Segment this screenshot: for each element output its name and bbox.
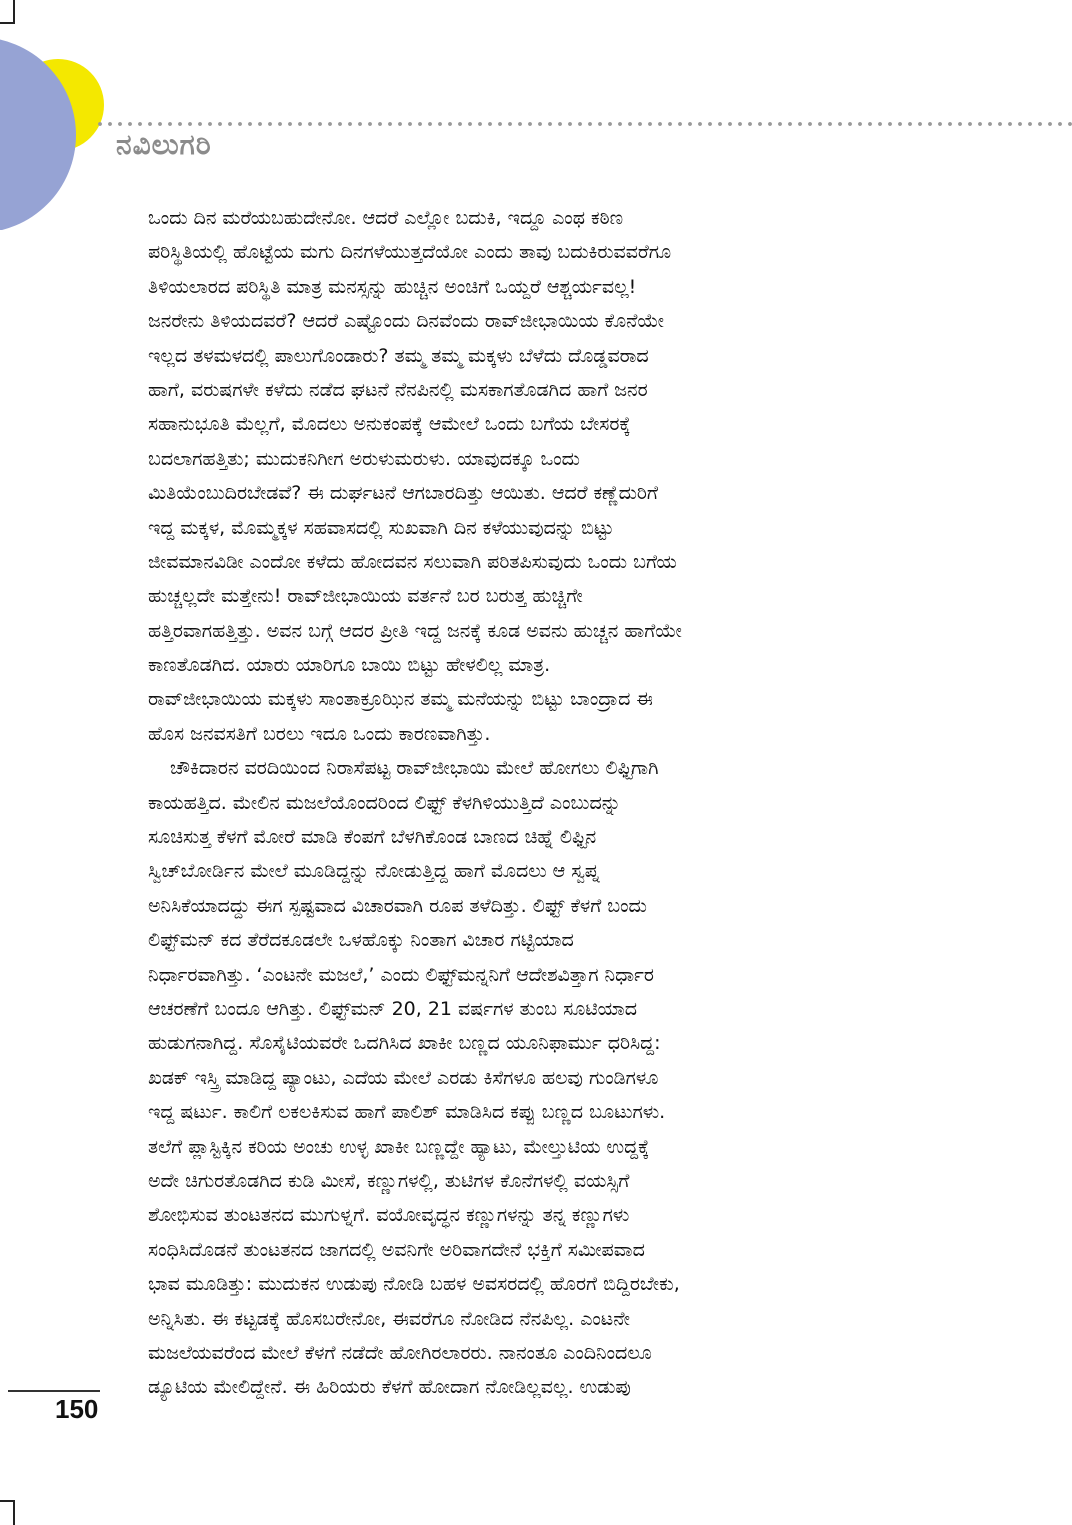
text-line: ಪರಿಸ್ಥಿತಿಯಲ್ಲಿ ಹೊಟ್ಟೆಯ ಮಗು ದಿನಗಳೆಯುತ್ತದೆಯೋ ಎಂದು ತಾವು ಬದುಕಿರುವವರೆಗೂ (148, 241, 672, 264)
text-line: ಜೀವಮಾನವಿಡೀ ಎಂದೋ ಕಳೆದು ಹೋದವನ ಸಲುವಾಗಿ ಪರಿತಪಿಸುವುದು ಒಂದು ಬಗೆಯ (148, 550, 677, 573)
body-text (148, 201, 908, 1405)
text-line: ಮಜಲೆಯವರೆಂದ ಮೇಲೆ ಕೆಳಗೆ ನಡೆದೇ ಹೋಗಿರಲಾರರು. ನಾನಂತೂ ಎಂದಿನಿಂದಲೂ (148, 1341, 652, 1364)
text-line: ಲಿಫ್ಟ್‌ಮನ್ ಕದ ತೆರೆದಕೂಡಲೇ ಒಳಹೊಕ್ಕು ನಿಂತಾಗ ವಿಚಾರ ಗಟ್ಟಿಯಾದ (148, 929, 574, 952)
text-line: ಮಿತಿಯೆಂಬುದಿರಬೇಡವೆ? ಈ ದುರ್ಘಟನೆ ಆಗಬಾರದಿತ್ತು ಆಯಿತು. ಆದರೆ ಕಣ್ಣೆದುರಿಗೆ (148, 482, 658, 505)
text-line: ಸೂಚಿಸುತ್ತ ಕೆಳಗೆ ಮೋರೆ ಮಾಡಿ ಕೆಂಪಗೆ ಬೆಳಗಿಕೊಂಡ ಬಾಣದ ಚಿಹ್ನೆ ಲಿಫ್ಟಿನ (148, 826, 597, 849)
text-line: ಬದಲಾಗಹತ್ತಿತು; ಮುದುಕನಿಗೀಗ ಅರುಳುಮರುಳು. ಯಾವುದಕ್ಕೂ ಒಂದು (148, 447, 580, 470)
crop-mark-bottom-horizontal (0, 1500, 15, 1502)
text-line: ಸಂಧಿಸಿದೊಡನೆ ತುಂಟತನದ ಜಾಗದಲ್ಲಿ ಅವನಿಗೇ ಅರಿವಾಗದೇನೆ ಭಕ್ತಿಗೆ ಸಮೀಪವಾದ (148, 1238, 645, 1261)
text-line: ಭಾವ ಮೂಡಿತ್ತು: ಮುದುಕನ ಉಡುಪು ನೋಡಿ ಬಹಳ ಅವಸರದಲ್ಲಿ ಹೊರಗೆ ಬಿದ್ದಿರಬೇಕು, (148, 1273, 680, 1296)
text-line-paragraph-start: ಚೌಕಿದಾರನ ವರದಿಯಿಂದ ನಿರಾಸೆಪಟ್ಟ ರಾವ್‌ಜೀಭಾಯಿ ಮೇಲೆ ಹೋಗಲು ಲಿಫ್ಟಿಗಾಗಿ (170, 757, 659, 780)
text-line: ರಾವ್‌ಜೀಭಾಯಿಯ ಮಕ್ಕಳು ಸಾಂತಾಕ್ರೂಝಿನ ತಮ್ಮ ಮನೆಯನ್ನು ಬಿಟ್ಟು ಬಾಂದ್ರಾದ ಈ (148, 688, 653, 711)
page-number-rule (8, 1390, 100, 1392)
text-line: ಅನ್ನಿಸಿತು. ಈ ಕಟ್ಟಡಕ್ಕೆ ಹೊಸಬರೇನೋ, ಈವರೆಗೂ ನೋಡಿದ ನೆನಪಿಲ್ಲ. ಎಂಟನೇ (148, 1307, 631, 1330)
running-head: ನವಿಲುಗರಿ (116, 128, 212, 161)
text-line: ಹುಚ್ಚಲ್ಲದೇ ಮತ್ತೇನು! ರಾವ್‌ಜೀಭಾಯಿಯ ವರ್ತನೆ ಬರ ಬರುತ್ತ ಹುಚ್ಚಿಗೇ (148, 585, 583, 608)
text-line: ಸಹಾನುಭೂತಿ ಮೆಲ್ಲಗೆ, ಮೊದಲು ಅನುಕಂಪಕ್ಕೆ ಆಮೇಲೆ ಒಂದು ಬಗೆಯ ಬೇಸರಕ್ಕೆ (148, 413, 631, 436)
crop-mark-bottom-vertical (13, 1500, 15, 1525)
text-line: ತಲೆಗೆ ಪ್ಲಾಸ್ಟಿಕ್ಕಿನ ಕರಿಯ ಅಂಚು ಉಳ್ಳ ಖಾಕೀ ಬಣ್ಣದ್ದೇ ಹ್ಯಾಟು, ಮೇಲ್ತುಟಿಯ ಉದ್ದಕ್ಕೆ (148, 1135, 650, 1158)
text-line: ಜನರೇನು ತಿಳಿಯದವರೆ? ಆದರೆ ಎಷ್ಟೊಂದು ದಿನವೆಂದು ರಾವ್‌ಜೀಭಾಯಿಯ ಕೊನೆಯೇ (148, 310, 664, 333)
text-line: ನಿರ್ಧಾರವಾಗಿತ್ತು. ‘ಎಂಟನೇ ಮಜಲೆ,’ ಎಂದು ಲಿಫ್ಟ್‌ಮನ್ನನಿಗೆ ಆದೇಶವಿತ್ತಾಗ ನಿರ್ಧಾರ (148, 963, 654, 986)
text-line: ಖಡಕ್ ಇಸ್ತ್ರಿ ಮಾಡಿದ್ದ ಪ್ಯಾಂಟು, ಎದೆಯ ಮೇಲೆ ಎರಡು ಕಿಸೆಗಳೂ ಹಲವು ಗುಂಡಿಗಳೂ (148, 1066, 659, 1089)
text-line: ಡ್ಯೂಟಿಯ ಮೇಲಿದ್ದೇನೆ. ಈ ಹಿರಿಯರು ಕೆಳಗೆ ಹೋದಾಗ ನೋಡಿಲ್ಲವಲ್ಲ. ಉಡುಪು (148, 1376, 631, 1399)
text-line: ಆಚರಣೆಗೆ ಬಂದೂ ಆಗಿತ್ತು. ಲಿಫ್ಟ್‌ಮನ್ 20, 21 ವರ್ಷಗಳ ತುಂಬ ಸೂಟಿಯಾದ (148, 997, 638, 1020)
dotted-rule (95, 121, 1072, 127)
text-line: ಇದ್ದ ಷರ್ಟು. ಕಾಲಿಗೆ ಲಕಲಕಿಸುವ ಹಾಗೆ ಪಾಲಿಶ್ ಮಾಡಿಸಿದ ಕಪ್ಪು ಬಣ್ಣದ ಬೂಟುಗಳು. (148, 1101, 666, 1124)
text-line: ಹುಡುಗನಾಗಿದ್ದ. ಸೊಸೈಟಿಯವರೇ ಒದಗಿಸಿದ ಖಾಕೀ ಬಣ್ಣದ ಯೂನಿಫಾರ್ಮು ಧರಿಸಿದ್ದ: (148, 1032, 661, 1055)
text-line: ಕಾಯಹತ್ತಿದ. ಮೇಲಿನ ಮಜಲೆಯೊಂದರಿಂದ ಲಿಫ್ಟ್ ಕೆಳಗಿಳಿಯುತ್ತಿದೆ ಎಂಬುದನ್ನು (148, 791, 621, 814)
text-line: ಇಲ್ಲದ ತಳಮಳದಲ್ಲಿ ಪಾಲುಗೊಂಡಾರು? ತಮ್ಮ ತಮ್ಮ ಮಕ್ಕಳು ಬೆಳೆದು ದೊಡ್ಡವರಾದ (148, 344, 649, 367)
text-line: ಹಾಗೆ, ವರುಷಗಳೇ ಕಳೆದು ನಡೆದ ಘಟನೆ ನೆನಪಿನಲ್ಲಿ ಮಸಕಾಗತೊಡಗಿದ ಹಾಗೆ ಜನರ (148, 378, 648, 401)
text-line: ಒಂದು ದಿನ ಮರೆಯಬಹುದೇನೋ. ಆದರೆ ಎಲ್ಲೋ ಬದುಕಿ, ಇದ್ದೂ ಎಂಥ ಕಠಿಣ (148, 207, 624, 229)
header-decoration (0, 0, 160, 230)
text-line: ಕಾಣತೊಡಗಿದ. ಯಾರು ಯಾರಿಗೂ ಬಾಯಿ ಬಿಟ್ಟು ಹೇಳಲಿಲ್ಲ ಮಾತ್ರ. (148, 654, 551, 677)
text-line: ಅದೇ ಚಿಗುರತೊಡಗಿದ ಕುಡಿ ಮೀಸೆ, ಕಣ್ಣುಗಳಲ್ಲಿ, ತುಟಿಗಳ ಕೊನೆಗಳಲ್ಲಿ ವಯಸ್ಸಿಗೆ (148, 1169, 630, 1192)
text-line: ಶೋಭಿಸುವ ತುಂಟತನದ ಮುಗುಳ್ನಗೆ. ವಯೋವೃದ್ಧನ ಕಣ್ಣುಗಳನ್ನು ತನ್ನ ಕಣ್ಣುಗಳು (148, 1204, 630, 1227)
text-line: ಇದ್ದ ಮಕ್ಕಳ, ಮೊಮ್ಮಕ್ಕಳ ಸಹವಾಸದಲ್ಲಿ ಸುಖವಾಗಿ ದಿನ ಕಳೆಯುವುದನ್ನು ಬಿಟ್ಟು (148, 516, 614, 539)
text-line: ಹೊಸ ಜನವಸತಿಗೆ ಬರಲು ಇದೂ ಒಂದು ಕಾರಣವಾಗಿತ್ತು. (148, 722, 491, 745)
text-line: ಸ್ವಿಚ್‌ಬೋರ್ಡಿನ ಮೇಲೆ ಮೂಡಿದ್ದನ್ನು ನೋಡುತ್ತಿದ್ದ ಹಾಗೆ ಮೊದಲು ಆ ಸ್ವಪ್ನ (148, 860, 600, 883)
text-line: ತಿಳಿಯಲಾರದ ಪರಿಸ್ಥಿತಿ ಮಾತ್ರ ಮನಸ್ಸನ್ನು ಹುಚ್ಚಿನ ಅಂಚಿಗೆ ಒಯ್ದರೆ ಆಶ್ಚರ್ಯವಲ್ಲ! (148, 275, 637, 298)
text-line: ಹತ್ತಿರವಾಗಹತ್ತಿತ್ತು. ಅವನ ಬಗ್ಗೆ ಆದರ ಪ್ರೀತಿ ಇದ್ದ ಜನಕ್ಕೆ ಕೂಡ ಅವನು ಹುಚ್ಚನ ಹಾಗೆಯೇ (148, 619, 682, 642)
page-number: 150 (55, 1394, 99, 1424)
text-line: ಅನಿಸಿಕೆಯಾದದ್ದು ಈಗ ಸ್ಪಷ್ಟವಾದ ವಿಚಾರವಾಗಿ ರೂಪ ತಳೆದಿತ್ತು. ಲಿಫ್ಟ್ ಕೆಳಗೆ ಬಂದು (148, 894, 647, 917)
